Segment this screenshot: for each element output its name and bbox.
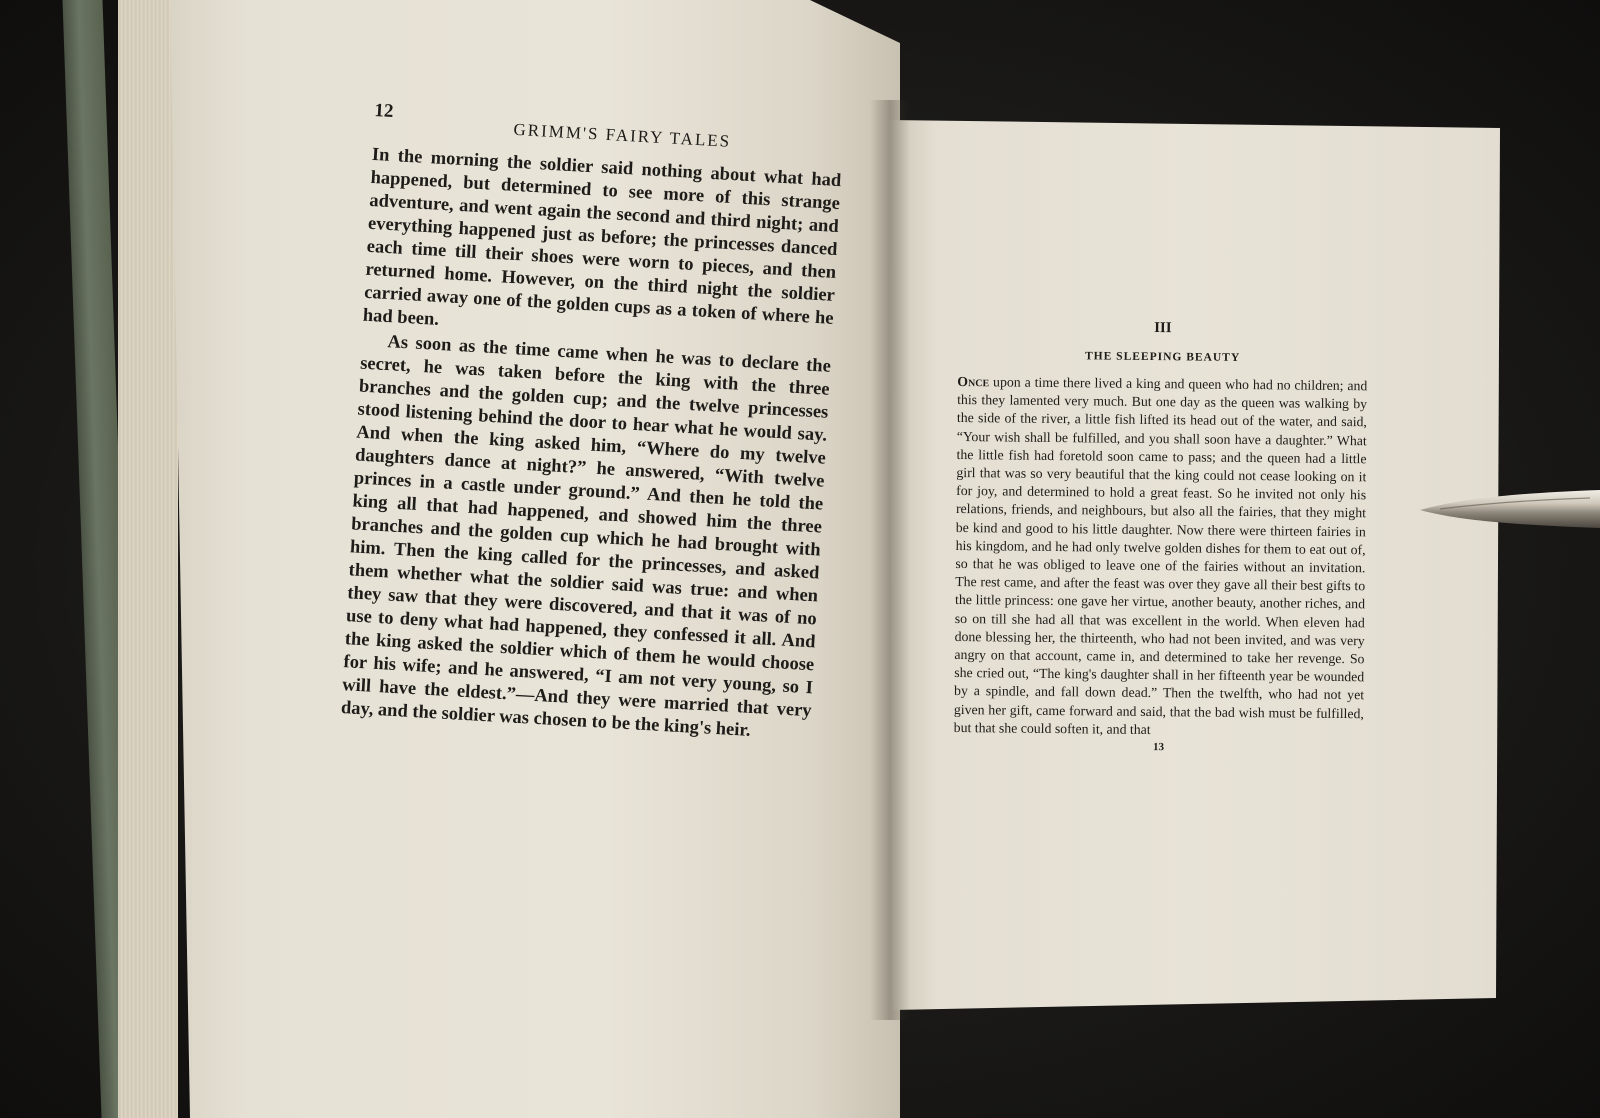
gutter-shadow xyxy=(870,100,910,1020)
paragraph: In the morning the soldier said nothing about what had happened, but determined to see more of this strange adventure, and went again the second and third night; and everything happened just as before; the princesses danced each time till their shoes were worn to pieces, and then returned home. However, on the third night the soldier carried away one of the golden cups as a token of where he had been. xyxy=(362,144,842,330)
left-page-body xyxy=(340,144,841,746)
running-head: GRIMM'S FAIRY TALES xyxy=(513,119,732,151)
body-text: upon a time there lived a king and queen who had no children; and this they lamented very much. But one day as the queen was walking by the side of the river, a little fish lifted its head out of the water, and said, “Your wish shall be fulfilled, and you shall soon have a daughter.” What the little fish had foretold soon came to pass; and the queen had a little girl that was so very beautiful that the king could not cease looking on it for joy, and determined to hold a great feast. So he invited not only his relations, friends, and neighbours, but also all the fairies, that they might be kind and good to his little daughter. Now there were thirteen fairies in his kingdom, and he had only twelve golden dishes for them to eat out of, so that he was obliged to leave one of the fairies without an invitation. The rest came, and after the feast was over they gave all their best gifts to the little princess: one gave her virtue, another beauty, another riches, and so on till she had all that was excellent in the world. When eleven had done blessing her, the thirteenth, who had not been invited, and was very angry on that account, came in, and determined to take her revenge. So she cried out, “The king's daughter shall in her fifteenth year be wounded by a spindle, and fall down dead.” Then the twelfth, who had not yet given her gift, came forward and said, that the bad wish must be fulfilled, but that she could soften it, and that xyxy=(953,374,1368,737)
chapter-title: THE SLEEPING BEAUTY xyxy=(1084,350,1241,364)
paragraph: As soon as the time came when he was to declare the secret, he was taken before the king with the three branches and the golden cup; and the twelve princesses stood listening behind the door to hear what he would say. And when the king asked him, “Where do my twelve daughters dance at night?” he answered, “With twelve princes in a castle under ground.” And then he told the king all that had happened, and showed him the three branches and the golden cup which he had brought with him. Then the king called for the princesses, and asked them whether what the soldier said was true: and when they saw that they were discovered, and that it was of no use to deny what had happened, they confessed it all. And the king asked the soldier which of them he would choose for his wife; and he answered, “I am not very young, so I will have the eldest.”—And they were married that very day, and the soldier was chosen to be the king's heir. xyxy=(340,332,832,741)
left-page-number: 12 xyxy=(373,100,394,123)
metal-pointer-icon xyxy=(1420,488,1600,530)
right-page-body xyxy=(954,373,1368,741)
chapter-number: III xyxy=(1154,320,1172,337)
page-edges xyxy=(118,0,178,1118)
right-page-text xyxy=(953,318,1368,755)
right-page-number: 13 xyxy=(1152,741,1165,754)
opening-word: Once xyxy=(957,373,990,390)
